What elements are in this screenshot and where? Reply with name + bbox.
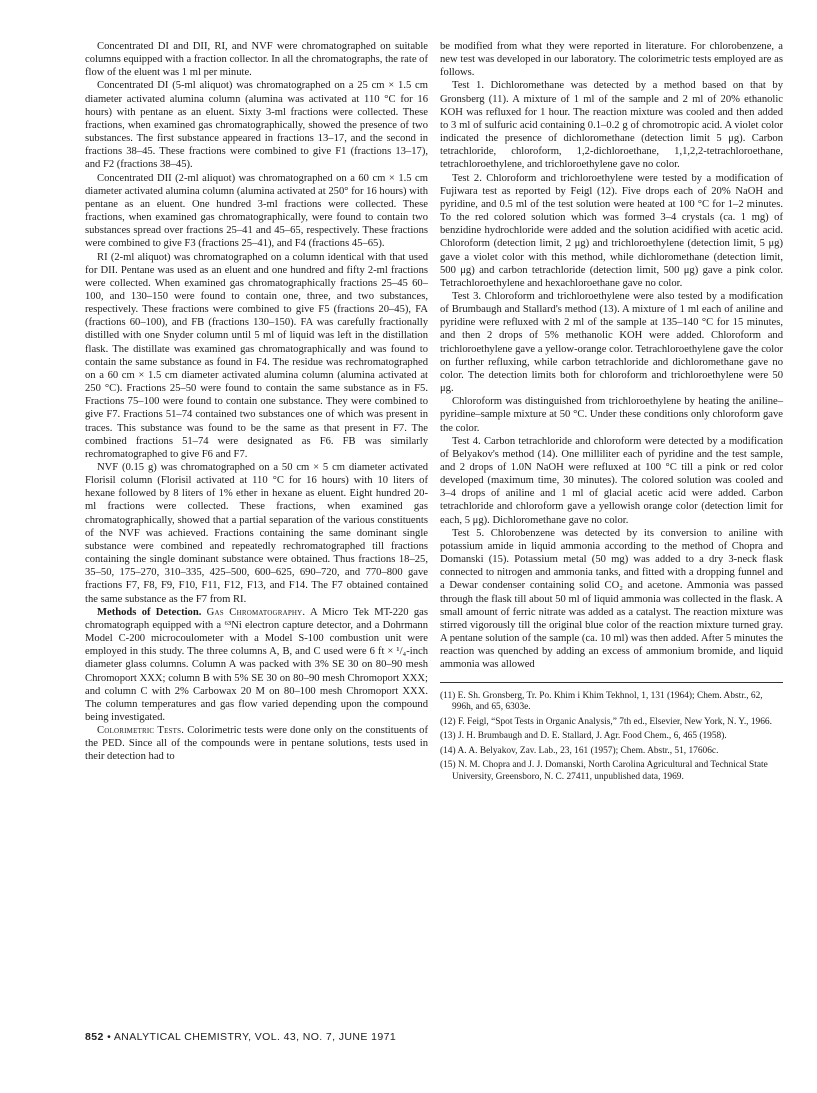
body-paragraph: Concentrated DI and DII, RI, and NVF were chromatographed on suitable columns equipped with a fraction collector. In all the chromatographs, the rate of flow of the eluent was 1 ml per minute.	[85, 41, 429, 79]
reference-list	[440, 691, 783, 784]
test-2-paragraph: Test 2. Chloroform and trichloroethylene were tested by a modification of Fujiwara test as reported by Feigl (12). Five drops each of 20% NaOH and pyridine, and 0.5 ml of the test solution were heated at 100 °C for 1–2 minutes. To the red colored solution which was formed 3–4 crystals (ca. 1 mg) of benzidine hydrochloride were added and the solution acidified with acetic acid. Chloroform (detection limit, 2 μg) and trichloroethylene (detection limit, 5 μg) gave a violet color with this method, while dichloromethane (detection limit, 500 μg) and carbon tetrachloride (detection limit, 500 μg) gave a pink color. Tetrachloroethylene and hexachloroethane gave no color.	[440, 172, 783, 289]
body-paragraph: Chloroform was distinguished from trichloroethylene by heating the aniline–pyridine–sample mixture at 50 °C. Under these conditions only chloroform gave the color.	[440, 396, 783, 434]
gc-heading: Gas Chromatography.	[206, 606, 306, 618]
reference-item: (12) F. Feigl, “Spot Tests in Organic Analysis,” 7th ed., Elsevier, New York, N. Y., 1966.	[440, 716, 772, 727]
right-column	[440, 40, 783, 787]
gc-text: A Micro Tek MT-220 gas chromatograph equipped with a ⁶³Ni electron capture detector, and a Dohrmann Model C-200 microcoulometer with a Model S-100 combustion unit were employed in this study. The three columns A, B, and C used were 6 ft × ¹/₄-inch diameter glass columns. Column A was packed with 3% SE 30 on 80–90 mesh Chromoport XXX; column B with 5% SE 30 on 80–90 mesh Chromoport XXX; and column C with 2% Carbowax 20 M on 80–100 mesh Chromoport XXX. The column temperatures and gas flow varied depending upon the compound being investigated.	[85, 606, 428, 723]
methods-heading: Methods of Detection.	[97, 606, 202, 618]
journal-citation: ANALYTICAL CHEMISTRY, VOL. 43, NO. 7, JUNE 1971	[113, 1031, 397, 1043]
methods-paragraph	[85, 606, 428, 724]
test-5-paragraph: Test 5. Chlorobenzene was detected by its conversion to aniline with potassium amide in liquid ammonia according to the method of Chopra and Domanski (15). Potassium metal (50 mg) was added to a dry 3-neck flask connected to nitrogen and ammonia tanks, and fitted with a dropping funnel and a Dewar condenser containing solid CO₂ and acetone. Ammonia was passed through the flask till about 50 ml of liquid ammonia was collected in the flask. A small amount of ferric nitrate was added as a catalyst. The reaction mixture was stirred vigorously till the original blue color of the reaction mixture turned gray. A pentane solution of the sample (ca. 10 ml) was then added. After 5 minutes the reaction was quenched by adding an excess of ammonium bromide, and liquid ammonia was allowed	[440, 527, 783, 671]
body-paragraph: NVF (0.15 g) was chromatographed on a 50 cm × 5 cm diameter activated Florisil column (Florisil activated at 110 °C for 16 hours) with 10 liters of hexane followed by 8 liters of 1% ether in hexane as eluent. Eight hundred 20-ml fractions were collected. These fractions, when examined gas chromatographically, showed that a partial separation of the various constituents of the NVF was achieved. Fractions containing the same dominant single substance were combined and repeatedly rechromatographed till fractions containing the single dominant substance were obtained. Thus fractions 18–25, 35–50, 175–270, 310–335, 425–500, 600–625, 690–720, and 770–800 gave fractions F7, F8, F9, F10, F11, F12, F13, and F14. The F7 obtained contained the same substance as the F7 from RI.	[85, 462, 428, 605]
footer-bullet: •	[107, 1031, 112, 1043]
test-4-paragraph: Test 4. Carbon tetrachloride and chloroform were detected by a modification of Belyakov's method (14). One milliliter each of pyridine and the test sample, and 2 drops of 1.0N NaOH were refluxed at 100 °C till a pink or red color developed (maximum time, 30 minutes). The colored solution was cooled and 3–4 drops of aniline and 1 ml of glacial acetic acid were added. Carbon tetrachloride and chloroform gave a yellowish orange color (detection limit for each, 5 μg). Dichloromethane gave no color.	[440, 435, 783, 526]
page-number: 852	[85, 1031, 104, 1043]
reference-item: (14) A. A. Belyakov, Zav. Lab., 23, 161 (1957); Chem. Abstr., 51, 17606c.	[440, 745, 719, 756]
reference-item: (13) J. H. Brumbaugh and D. E. Stallard, J. Agr. Food Chem., 6, 465 (1958).	[440, 731, 727, 742]
body-paragraph: Concentrated DI (5-ml aliquot) was chromatographed on a 25 cm × 1.5 cm diameter activated alumina column (alumina was activated at 110 °C for 16 hours) with pentane as an eluent. Sixty 3-ml fractions were collected. These fractions, when examined gas chromatographically, showed the presence of two substances. The first substance appeared in fractions 13–17, and the second in fractions 38–45. These fractions were combined to give F1 (fractions 13–17), and F2 (fractions 38–45).	[85, 80, 428, 171]
reference-item: (15) N. M. Chopra and J. J. Domanski, North Carolina Agricultural and Technical State University, Greensboro, N. C. 27411, unpublished data, 1969.	[440, 760, 768, 783]
page-footer	[85, 1031, 396, 1043]
left-column	[85, 40, 428, 764]
test-3-paragraph: Test 3. Chloroform and trichloroethylene were also tested by a modification of Brumbaugh and Stallard's method (13). A mixture of 1 ml each of aniline and pyridine were refluxed with 2 ml of the sample at 135–140 °C for 15 minutes, and then 2 drops of 5% methanolic KOH were added. Chloroform and trichloroethylene gave a yellow-orange color. Tetrachloroethylene gave the color on further refluxing, while carbon tetrachloride and dichloromethane gave no color. The detection limits both for chloroform and trichloroethylene were 50 μg.	[440, 290, 783, 395]
body-paragraph: be modified from what they were reported in literature. For chlorobenzene, a new test was developed in our laboratory. The colorimetric tests employed are as follows.	[440, 41, 783, 79]
colorimetric-text: Colorimetric tests were done only on the constituents of the PED. Since all of the compounds were in pentane solutions, tests used in their detection had to	[85, 725, 428, 763]
test-1-paragraph: Test 1. Dichloromethane was detected by a method based on that by Gronsberg (11). A mixture of 1 ml of the sample and 2 ml of 20% ethanolic KOH was refluxed for 1 hour. The reaction mixture was cooled and then added to 3 ml of sulfuric acid containing 0.1–0.2 g of chromotropic acid. A violet color indicated the presence of dichloromethane (detection limit 5 μg). Carbon tetrachloride, chloroform, 1,2-dichloroethane, 1,1,2,2-tetrachloroethane, tetrachloroethylene, and trichloroethylene gave no color.	[440, 80, 783, 171]
colorimetric-paragraph	[85, 724, 428, 763]
references-divider	[440, 682, 783, 683]
body-paragraph: RI (2-ml aliquot) was chromatographed on a column identical with that used for DII. Pentane was used as an eluent and one hundred and fifty 2-ml fractions were collected. When examined gas chromatographically fractions 25–45 60–100, and 130–150 were found to contain one, three, and two substances, respectively. These fractions were combined to give F5 (fractions 20–45), FA (fractions 60–100), and FB (fractions 130–150). FA was carefully fractionally distilled with one Snyder column until 5 ml of liquid was left in the distillation flask. The distillate was examined gas chromatographically and was found to contain the same substance as found in F4. The residue was rechromatographed on a 60 cm × 1.5 cm diameter activated alumina column (alumina activated at 250 °C). Fractions 25–50 were found to contain the same substance as in F5. Fractions 75–100 were found to contain one substance. They were combined to give F7. Fractions 51–74 contained two substances one of which was present in traces. This substance was found to be the same as that present in F7. The combined fractions 51–74 were designated as F6. FB was similarly rechromatographed to give F6 and F7.	[85, 251, 428, 460]
body-paragraph: Concentrated DII (2-ml aliquot) was chromatographed on a 60 cm × 1.5 cm diameter activated alumina column (alumina activated at 250° for 16 hours) with pentane as an eluent. One hundred 3-ml fractions were collected. These fractions, when examined gas chromatographically, were found to contain two substances spread over fractions 25–41 and 45–65, respectively. These fractions were combined to give F3 (fractions 25–41), and F4 (fractions 45–65).	[85, 172, 428, 250]
colorimetric-heading: Colorimetric Tests.	[97, 725, 185, 737]
reference-item: (11) E. Sh. Gronsberg, Tr. Po. Khim i Khim Tekhnol, 1, 131 (1964); Chem. Abstr., 62, 996h, and 65, 6303e.	[440, 690, 763, 713]
